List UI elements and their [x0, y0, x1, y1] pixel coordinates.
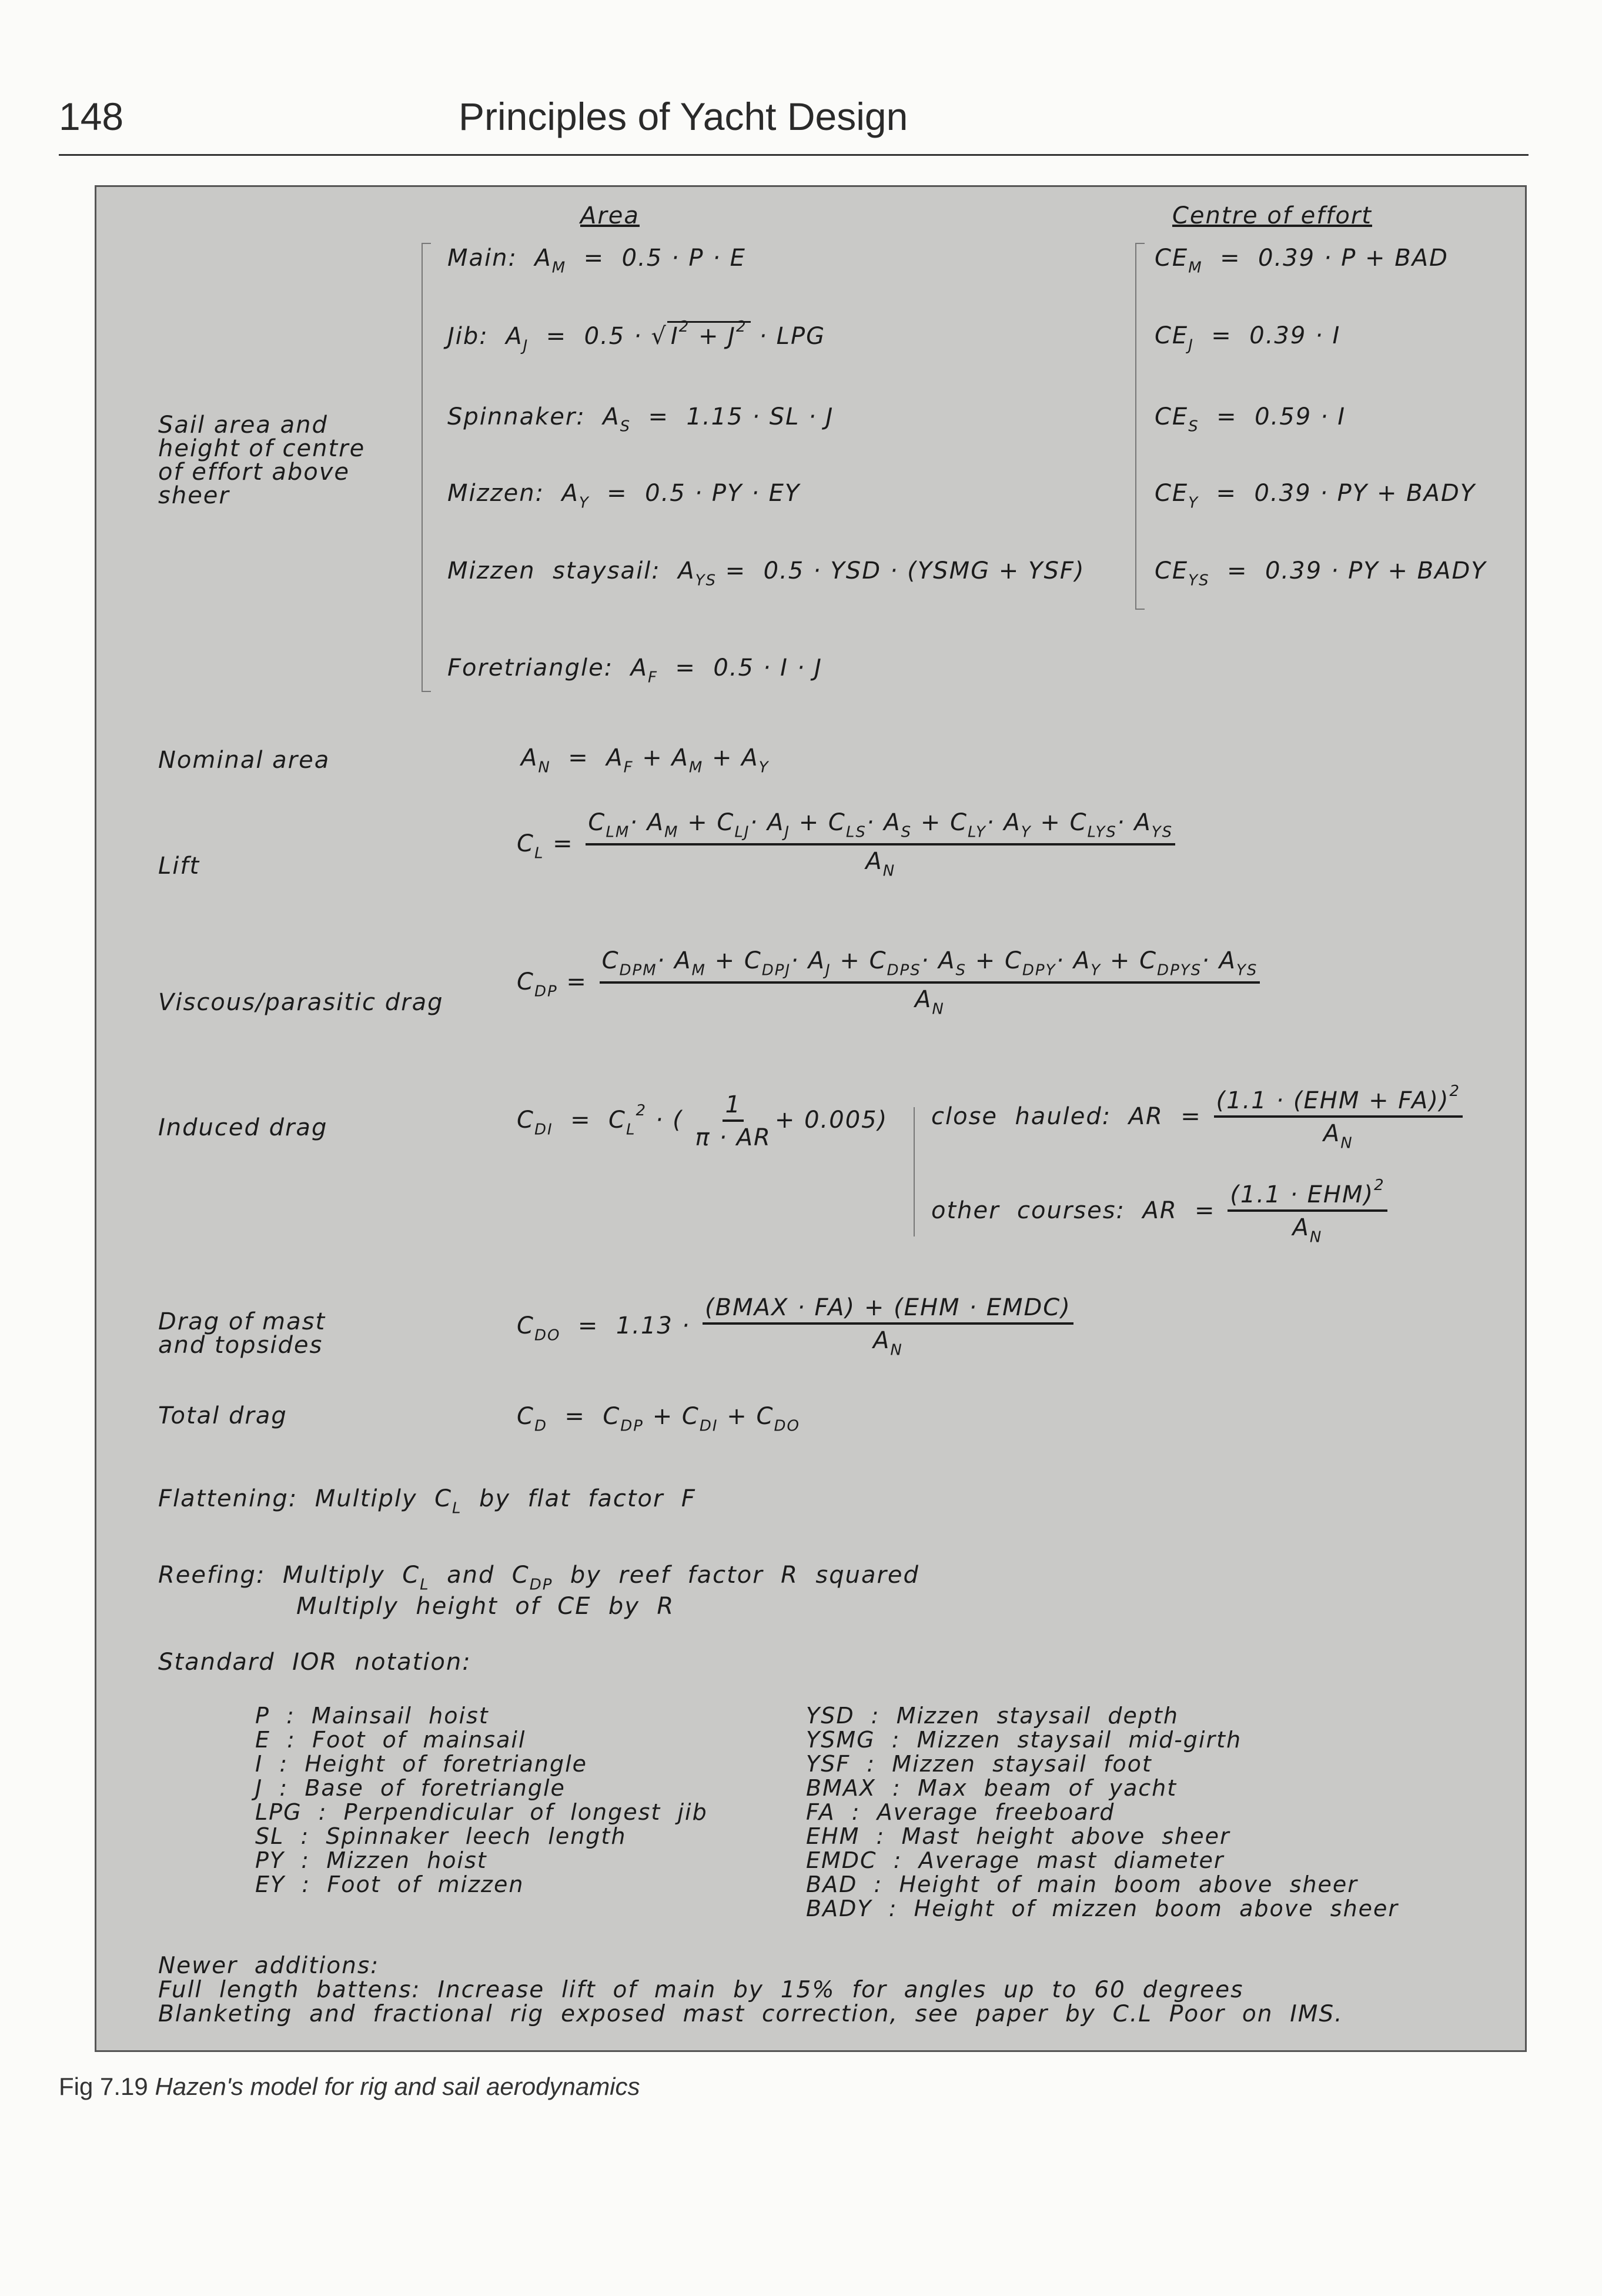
list-line: EMDC : Average mast diameter [806, 1847, 1225, 1873]
formula-text: Foretriangle: A [447, 654, 648, 681]
formula-subscript: S [955, 961, 967, 980]
reefing-note-2: Multiply height of CE by R [296, 1593, 675, 1620]
formula-text: + C [1031, 809, 1088, 836]
formula-subscript: DPY [1022, 961, 1056, 980]
label-lift: Lift [158, 853, 200, 880]
formula-subscript: J [523, 337, 529, 355]
list-line: EY : Foot of mizzen [255, 1871, 524, 1897]
formula-ce-mizzen [1155, 481, 1476, 512]
reefing-note [158, 1563, 919, 1593]
list-line: P : Mainsail hoist [255, 1703, 489, 1729]
formula-text: = 1.13 · [560, 1312, 700, 1339]
formula-text: = 0.5 · I · J [658, 654, 822, 681]
formula-subscript: L [626, 1121, 636, 1139]
formula-text: (1.1 · EHM) [1230, 1181, 1374, 1208]
formula-subscript: DP [534, 982, 558, 1001]
formula-subscript: DI [534, 1121, 553, 1139]
formula-subscript: LS [845, 823, 867, 841]
formula-text: + 0.005) [774, 1107, 888, 1134]
formula-superscript: 2 [1449, 1082, 1461, 1100]
formula-subscript: DO [774, 1417, 800, 1435]
formula-superscript: 2 [735, 318, 747, 336]
label-viscous-drag: Viscous/parasitic drag [158, 989, 444, 1016]
formula-text: · A [750, 809, 785, 836]
numerator [1214, 1084, 1463, 1118]
formula-ce-main [1155, 246, 1449, 276]
formula-subscript: L [534, 844, 544, 863]
formula-text: · LPG [750, 322, 826, 350]
formula-text: = 0.5 · [529, 322, 651, 350]
formula-subscript: DPS [887, 961, 921, 980]
formula-subscript: DO [534, 1326, 561, 1345]
formula-text: C [517, 1107, 534, 1134]
formula-subscript: F [623, 758, 634, 777]
label-nominal-area: Nominal area [158, 747, 330, 774]
formula-text: = A [550, 744, 624, 771]
formula-text: = 0.59 · I [1199, 403, 1346, 430]
formula-text: = 0.39 · P + BAD [1202, 245, 1449, 272]
formula-main-area [447, 246, 746, 276]
denominator [873, 1325, 903, 1359]
formula-subscript: LJ [734, 823, 750, 841]
formula-subscript: S [620, 417, 631, 436]
formula-text: Reefing: Multiply C [158, 1562, 420, 1589]
formula-text: other courses: AR = [931, 1197, 1225, 1224]
centre-of-effort-heading: Centre of effort [1172, 202, 1372, 229]
figure-box [95, 185, 1527, 2052]
formula-text: + C [705, 947, 762, 974]
formula-subscript: N [538, 758, 551, 777]
ior-list-left [255, 1704, 708, 1897]
formula-text: + C [1101, 947, 1158, 974]
formula-superscript: 2 [636, 1102, 647, 1120]
formula-subscript: DI [699, 1417, 718, 1435]
formula-subscript: Y [1188, 494, 1199, 512]
formula-text: Mizzen staysail: A [447, 557, 695, 584]
formula-text: + C [912, 809, 968, 836]
formula-text: + A [633, 744, 689, 771]
formula-text: CE [1155, 403, 1189, 430]
formula-text: = [544, 830, 583, 857]
formula-subscript: N [882, 862, 896, 880]
formula-nominal-area [521, 746, 770, 776]
formula-subscript: N [1309, 1228, 1323, 1246]
formula-subscript: N [932, 1000, 945, 1018]
numerator [1228, 1178, 1387, 1212]
fraction [703, 1295, 1073, 1359]
formula-text: · A [986, 809, 1021, 836]
centre-bracket [1135, 243, 1145, 610]
formula-text: + C [790, 809, 846, 836]
numerator [703, 1295, 1073, 1325]
formula-total-drag [517, 1404, 800, 1435]
list-line: SL : Spinnaker leech length [255, 1823, 627, 1849]
formula-text: + A [703, 744, 759, 771]
formula-text: by reef factor R squared [553, 1562, 919, 1589]
formula-text: + J [690, 322, 736, 350]
fraction [1214, 1084, 1463, 1152]
list-line: YSF : Mizzen staysail foot [806, 1751, 1152, 1777]
list-line: Newer additions: [158, 1953, 380, 1979]
label-sail-area: Sail area and height of centre of effort above sheer [158, 412, 366, 509]
formula-text: 1 [725, 1091, 741, 1118]
formula-text: = 0.39 · PY + BADY [1199, 480, 1476, 507]
fraction [1228, 1178, 1387, 1246]
label-induced-drag: Induced drag [158, 1114, 328, 1141]
label-total-drag: Total drag [158, 1402, 287, 1429]
formula-subscript: YS [1188, 572, 1210, 590]
formula-ar-close-hauled [931, 1084, 1466, 1152]
formula-subscript: Y [1021, 823, 1032, 841]
list-line: Blanketing and fractional rig exposed mast correction, see paper by C.L Poor on IMS. [158, 2001, 1343, 2027]
list-line: FA : Average freeboard [806, 1799, 1115, 1825]
formula-subscript: S [1188, 417, 1199, 436]
formula-text: · A [791, 947, 825, 974]
formula-subscript: M [688, 758, 704, 777]
formula-lift [517, 810, 1179, 880]
formula-text: = C [547, 1403, 621, 1430]
formula-text: Main: A [447, 245, 552, 272]
formula-text: close hauled: AR = [931, 1102, 1210, 1130]
formula-text: Mizzen: A [447, 480, 579, 507]
list-line: E : Foot of mainsail [255, 1727, 526, 1753]
numerator [600, 948, 1260, 984]
formula-text: + C [718, 1403, 774, 1430]
formula-text: A [915, 985, 932, 1013]
formula-text: C [517, 1312, 534, 1339]
formula-subscript: YS [1151, 823, 1173, 841]
formula-subscript: F [648, 669, 658, 687]
formula-text: C [517, 830, 534, 857]
running-title: Principles of Yacht Design [459, 95, 908, 138]
formula-text: = 0.5 · PY · EY [589, 480, 801, 507]
list-line: I : Height of foretriangle [255, 1751, 588, 1777]
list-line: PY : Mizzen hoist [255, 1847, 487, 1873]
formula-subscript: YS [695, 572, 717, 590]
formula-subscript: LM [606, 823, 630, 841]
formula-jib-area [447, 319, 825, 355]
formula-subscript: N [1340, 1134, 1353, 1152]
numerator [723, 1092, 743, 1122]
formula-text: A [865, 847, 883, 875]
formula-text: + C [966, 947, 1022, 974]
formula-subscript: Y [758, 758, 770, 777]
formula-text: C [517, 1403, 534, 1430]
formula-subscript: J [1188, 336, 1194, 355]
formula-text: · ( [647, 1107, 692, 1134]
formula-text: + C [643, 1403, 700, 1430]
formula-text: A [521, 744, 539, 771]
formula-text: · A [866, 809, 901, 836]
formula-text: Flattening: Multiply C [158, 1485, 453, 1512]
formula-ar-other-courses [931, 1178, 1391, 1246]
label-mast-drag: Drag of mast and topsides [158, 1308, 326, 1359]
formula-subscript: DP [620, 1417, 644, 1435]
fraction [695, 1092, 771, 1150]
figure-caption [59, 2073, 640, 2101]
formula-subscript: J [784, 823, 790, 841]
formula-text: A [873, 1327, 891, 1354]
formula-text: C [517, 968, 534, 995]
formula-text: C [588, 809, 606, 836]
formula-ce-jib [1155, 323, 1340, 354]
formula-text: = 1.15 · SL · J [631, 403, 834, 430]
formula-subscript: L [420, 1576, 430, 1594]
formula-text: C [601, 947, 620, 974]
formula-subscript: DPYS [1157, 961, 1202, 980]
formula-text: = C [553, 1107, 626, 1134]
formula-subscript: DP [529, 1576, 553, 1594]
area-bracket [422, 243, 431, 692]
formula-mizzen-staysail-area [447, 559, 1085, 589]
formula-text: · A [1116, 809, 1152, 836]
ior-heading: Standard IOR notation: [158, 1649, 471, 1676]
formula-subscript: DPM [619, 961, 657, 980]
numerator [586, 810, 1175, 845]
formula-foretriangle-area [447, 656, 822, 686]
list-line: BAD : Height of main boom above sheer [806, 1871, 1358, 1897]
formula-text: (1.1 · (EHM + FA)) [1216, 1087, 1450, 1114]
formula-subscript: DPJ [761, 961, 791, 980]
list-line: YSMG : Mizzen staysail mid-girth [806, 1727, 1242, 1753]
formula-induced-drag [517, 1092, 888, 1150]
formula-mast-drag [517, 1295, 1077, 1359]
formula-text: A [1323, 1119, 1341, 1147]
denominator [695, 1122, 771, 1150]
list-line: YSD : Mizzen staysail depth [806, 1703, 1179, 1729]
flattening-note [158, 1486, 696, 1517]
figure-caption-text: Hazen's model for rig and sail aerodynamics [155, 2073, 640, 2100]
denominator [865, 845, 895, 880]
formula-text: = 0.5 · P · E [566, 245, 746, 272]
formula-text: and C [429, 1562, 530, 1589]
formula-text: + C [831, 947, 887, 974]
formula-text: = 0.39 · I [1193, 322, 1341, 349]
formula-subscript: M [1188, 259, 1203, 277]
formula-text: A [1292, 1214, 1310, 1241]
denominator [1293, 1212, 1323, 1246]
formula-text: = [557, 968, 596, 995]
formula-subscript: Y [1091, 961, 1102, 980]
formula-text: = 0.39 · PY + BADY [1209, 557, 1487, 584]
radical-sign: √ [651, 322, 667, 350]
formula-viscous-drag [517, 948, 1263, 1018]
formula-subscript: M [691, 961, 706, 980]
formula-subscript: M [551, 259, 567, 277]
formula-ce-spinnaker [1155, 405, 1346, 435]
list-line: J : Base of foretriangle [255, 1775, 566, 1801]
formula-subscript: LY [968, 823, 986, 841]
formula-text: · A [921, 947, 956, 974]
formula-text: CE [1155, 322, 1189, 349]
formula-text: = 0.5 · YSD · (YSMG + YSF) [716, 557, 1085, 584]
formula-ce-mizzen-staysail [1155, 559, 1487, 589]
formula-text: CE [1155, 557, 1189, 584]
list-line: LPG : Perpendicular of longest jib [255, 1799, 708, 1825]
formula-spinnaker-area [447, 405, 834, 435]
radicand [667, 318, 751, 350]
formula-text: · A [1202, 947, 1236, 974]
formula-mizzen-area [447, 481, 800, 512]
formula-text: + C [678, 809, 735, 836]
formula-subscript: YS [1236, 961, 1258, 980]
formula-text: (BMAX · FA) + (EHM · EMDC) [705, 1294, 1071, 1321]
formula-subscript: D [534, 1417, 547, 1435]
formula-superscript: 2 [1374, 1177, 1385, 1194]
formula-subscript: LYS [1087, 823, 1117, 841]
ior-list-right [806, 1704, 1399, 1921]
formula-subscript: L [452, 1499, 462, 1518]
formula-subscript: M [664, 823, 679, 841]
fraction [586, 810, 1175, 880]
formula-text: · A [1056, 947, 1091, 974]
formula-text: I [670, 322, 679, 350]
formula-text: CE [1155, 480, 1189, 507]
aspect-ratio-bracket [914, 1107, 918, 1236]
newer-additions [158, 1954, 1343, 2026]
formula-text: · A [657, 947, 692, 974]
area-heading: Area [580, 202, 640, 229]
list-line: Full length battens: Increase lift of main by 15% for angles up to 60 degrees [158, 1977, 1244, 2003]
header-rule [59, 154, 1529, 156]
formula-text: · A [630, 809, 665, 836]
formula-subscript: S [901, 823, 912, 841]
list-line: BMAX : Max beam of yacht [806, 1775, 1178, 1801]
formula-text: π · AR [695, 1124, 771, 1151]
list-line: BADY : Height of mizzen boom above sheer [806, 1896, 1399, 1921]
formula-text: Jib: A [447, 322, 523, 350]
formula-text: by flat factor F [461, 1485, 696, 1512]
list-line: EHM : Mast height above sheer [806, 1823, 1230, 1849]
fraction [600, 948, 1260, 1018]
formula-subscript: Y [578, 494, 590, 512]
page-number: 148 [59, 95, 124, 138]
formula-subscript: J [825, 961, 831, 980]
formula-subscript: N [890, 1341, 903, 1359]
formula-text: CE [1155, 245, 1189, 272]
figure-number: Fig 7.19 [59, 2073, 155, 2100]
denominator [1323, 1118, 1353, 1152]
denominator [915, 984, 945, 1018]
square-root [651, 318, 750, 350]
formula-text: Spinnaker: A [447, 403, 620, 430]
formula-superscript: 2 [678, 318, 690, 336]
